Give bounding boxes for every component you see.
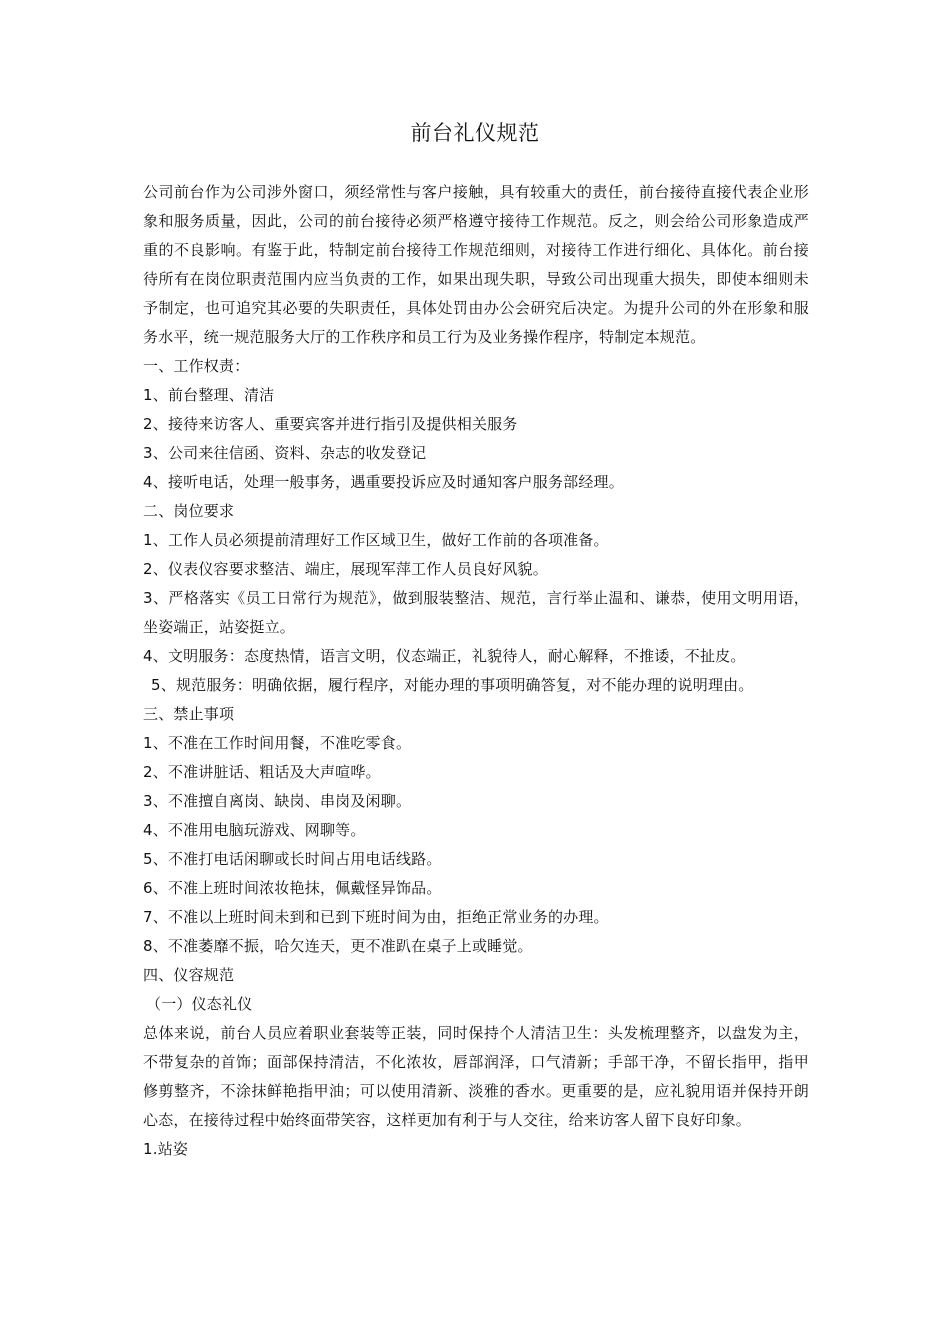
prohibition-item: 2、不准讲脏话、粗话及大声喧哗。 (143, 763, 381, 781)
section-heading-appearance: 四、仪容规范 (143, 966, 235, 984)
intro-paragraph: 公司前台作为公司涉外窗口，须经常性与客户接触，具有较重大的责任，前台接待直接代表企业形象和服务质量，因此，公司的前台接待必须严格遵守接待工作规范。反之，则会给公司形象造成严重的不良影响。有鉴于此，特制定前台接待工作规范细则，对接待工作进行细化、具体化。前台接待所有在岗位职责范围内应当负责的工作，如果出现失职，导致公司出现重大损失，即使本细则未予制定，也可追究其必要的失职责任，具体处罚由办公会研究后决定。为提升公司的外在形象和服务水平，统一规范服务大厅的工作秩序和员工行为及业务操作程序，特制定本规范。 (143, 183, 809, 346)
prohibition-item: 1、不准在工作时间用餐，不准吃零食。 (143, 734, 412, 752)
duty-item: 4、接听电话，处理一般事务，遇重要投诉应及时通知客户服务部经理。 (143, 473, 624, 491)
requirement-item: 3、严格落实《员工日常行为规范》，做到服装整洁、规范，言行举止温和、谦恭，使用文明用语，坐姿端正，站姿挺立。 (143, 589, 809, 636)
prohibition-item: 3、不准擅自离岗、缺岗、串岗及闲聊。 (143, 792, 412, 810)
section-heading-duties: 一、工作权责： (143, 357, 250, 375)
subsection-heading-manner: （一）仪态礼仪 (146, 995, 253, 1013)
section-heading-prohibitions: 三、禁止事项 (143, 705, 235, 723)
requirement-item: 1、工作人员必须提前清理好工作区域卫生，做好工作前的各项准备。 (143, 531, 609, 549)
prohibition-item: 4、不准用电脑玩游戏、网聊等。 (143, 821, 366, 839)
duty-item: 1、前台整理、清洁 (143, 386, 275, 404)
standing-posture-item: 1.站姿 (143, 1140, 189, 1158)
prohibition-item: 6、不准上班时间浓妆艳抹，佩戴怪异饰品。 (143, 879, 442, 897)
duty-item: 3、公司来往信函、资料、杂志的收发登记 (143, 444, 427, 462)
requirement-item: 4、文明服务：态度热情，语言文明，仪态端正，礼貌待人，耐心解释，不推诿，不扯皮。 (143, 647, 746, 665)
requirement-item: 5、规范服务：明确依据，履行程序，对能办理的事项明确答复，对不能办理的说明理由。 (151, 676, 754, 694)
document-title: 前台礼仪规范 (410, 121, 540, 145)
duty-item: 2、接待来访客人、重要宾客并进行指引及提供相关服务 (143, 415, 518, 433)
section-heading-requirements: 二、岗位要求 (143, 502, 235, 520)
prohibition-item: 7、不准以上班时间未到和已到下班时间为由，拒绝正常业务的办理。 (143, 908, 609, 926)
requirement-item: 2、仪表仪容要求整洁、端庄，展现军萍工作人员良好风貌。 (143, 560, 548, 578)
manner-paragraph: 总体来说，前台人员应着职业套装等正装，同时保持个人清洁卫生：头发梳理整齐，以盘发为主，不带复杂的首饰；面部保持清洁，不化浓妆，唇部润泽，口气清新；手部干净，不留长指甲，指甲修剪整齐，不涂抹鲜艳指甲油；可以使用清新、淡雅的香水。更重要的是，应礼貌用语并保持开朗心态，在接待过程中始终面带笑容，这样更加有利于与人交往，给来访客人留下良好印象。 (143, 1024, 809, 1129)
document-body (143, 178, 809, 1164)
prohibition-item: 8、不准萎靡不振，哈欠连天，更不准趴在桌子上或睡觉。 (143, 937, 533, 955)
prohibition-item: 5、不准打电话闲聊或长时间占用电话线路。 (143, 850, 442, 868)
